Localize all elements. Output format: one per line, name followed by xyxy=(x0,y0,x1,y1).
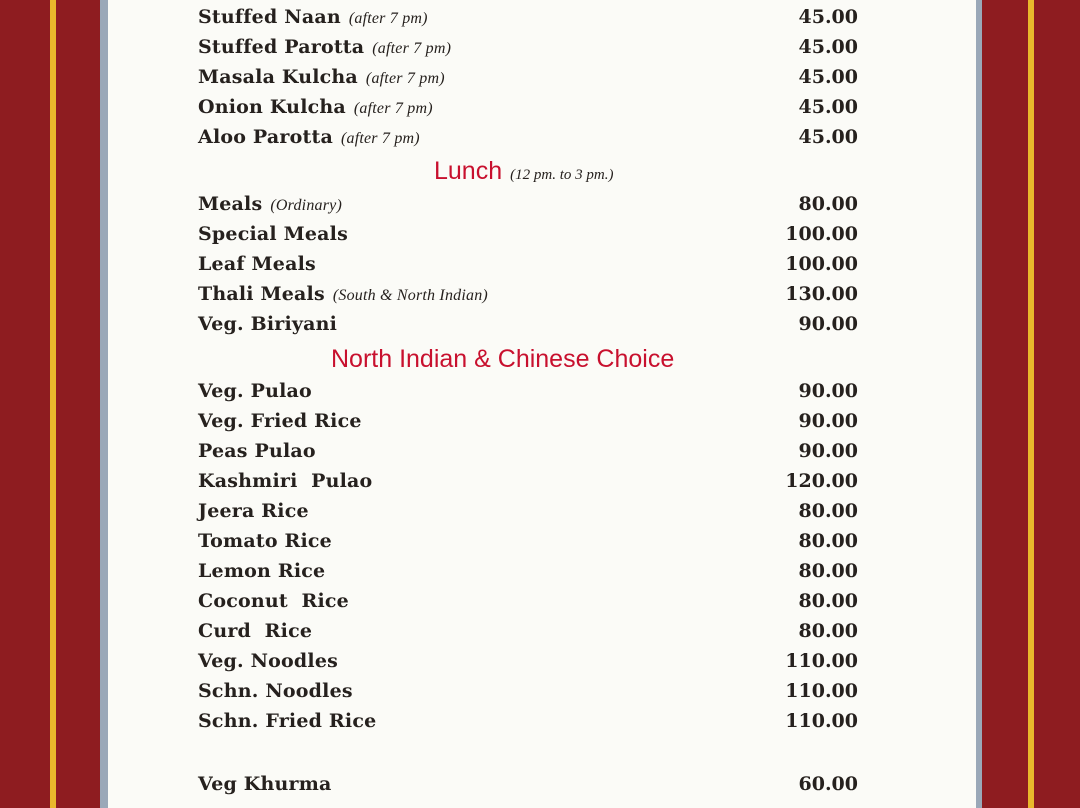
menu-item-price: 80.00 xyxy=(798,560,858,582)
menu-item-price: 110.00 xyxy=(785,710,858,732)
menu-item xyxy=(198,647,858,677)
menu-item-price: 80.00 xyxy=(798,500,858,522)
menu-item xyxy=(198,3,858,33)
menu-item-price: 45.00 xyxy=(798,126,858,148)
menu-item-name: Veg. Biriyani xyxy=(198,313,338,335)
right-gold-stripe xyxy=(1028,0,1034,808)
left-steel-stripe xyxy=(100,0,108,808)
menu-item-price: 90.00 xyxy=(798,380,858,402)
menu-item-name: Tomato Rice xyxy=(198,530,332,552)
menu-item-price: 130.00 xyxy=(785,283,858,305)
menu-item-name: Special Meals xyxy=(198,223,348,245)
menu-item xyxy=(198,707,858,737)
menu-item xyxy=(198,377,858,407)
menu-item-price: 45.00 xyxy=(798,66,858,88)
menu-item-price: 80.00 xyxy=(798,590,858,612)
menu-item-note: (after 7 pm) xyxy=(372,40,452,57)
menu-item-name: Kashmiri Pulao xyxy=(198,470,373,492)
menu-item xyxy=(198,63,858,93)
menu-item-note: (after 7 pm) xyxy=(340,130,420,147)
menu-item-name: Curd Rice xyxy=(198,620,313,642)
menu-item-price: 120.00 xyxy=(785,470,858,492)
menu-item xyxy=(198,770,858,800)
menu-item-name: Stuffed Naan (after 7 pm) xyxy=(198,6,428,28)
menu-item-name: Coconut Rice xyxy=(198,590,349,612)
menu-item-price: 100.00 xyxy=(785,253,858,275)
menu-item-name: Masala Kulcha (after 7 pm) xyxy=(198,66,445,88)
menu-item-note: (Ordinary) xyxy=(270,197,342,214)
menu-item xyxy=(198,587,858,617)
menu-item xyxy=(198,437,858,467)
lunch-hours: (12 pm. to 3 pm.) xyxy=(510,167,614,183)
section-heading-lunch: Lunch (12 pm. to 3 pm.) xyxy=(434,157,614,185)
menu-item-price: 110.00 xyxy=(785,680,858,702)
menu-item-name: Veg. Pulao xyxy=(198,380,312,402)
menu-item xyxy=(198,33,858,63)
menu-item-name: Aloo Parotta (after 7 pm) xyxy=(198,126,420,148)
menu-item-name: Jeera Rice xyxy=(198,500,309,522)
menu-item-note: (after 7 pm) xyxy=(365,70,445,87)
menu-item-price: 45.00 xyxy=(798,36,858,58)
menu-item-name: Schn. Fried Rice xyxy=(198,710,377,732)
menu-item-name: Stuffed Parotta (after 7 pm) xyxy=(198,36,452,58)
menu-item-price: 80.00 xyxy=(798,620,858,642)
menu-item-price: 100.00 xyxy=(785,223,858,245)
menu-item xyxy=(198,123,858,153)
menu-item-name: Schn. Noodles xyxy=(198,680,353,702)
menu-item-note: (after 7 pm) xyxy=(353,100,433,117)
menu-item xyxy=(198,310,858,340)
menu-item xyxy=(198,407,858,437)
menu-item-note: (after 7 pm) xyxy=(348,10,428,27)
menu-item-note: (South & North Indian) xyxy=(332,287,488,304)
menu-item xyxy=(198,467,858,497)
menu-item xyxy=(198,220,858,250)
menu-item-price: 80.00 xyxy=(798,530,858,552)
menu-item-name: Onion Kulcha (after 7 pm) xyxy=(198,96,433,118)
menu-item xyxy=(198,557,858,587)
left-gold-stripe xyxy=(50,0,56,808)
menu-item-price: 45.00 xyxy=(798,6,858,28)
menu-item xyxy=(198,190,858,220)
menu-item xyxy=(198,93,858,123)
menu-item xyxy=(198,677,858,707)
menu-item-price: 80.00 xyxy=(798,193,858,215)
menu-item-name: Leaf Meals xyxy=(198,253,316,275)
menu-item-price: 45.00 xyxy=(798,96,858,118)
menu-item-name: Peas Pulao xyxy=(198,440,316,462)
menu-item-name: Veg Khurma xyxy=(198,773,332,795)
menu-item xyxy=(198,280,858,310)
menu-item-name: Meals (Ordinary) xyxy=(198,193,342,215)
menu-item-name: Veg. Fried Rice xyxy=(198,410,362,432)
menu-item xyxy=(198,617,858,647)
menu-item-price: 90.00 xyxy=(798,410,858,432)
menu-item-price: 90.00 xyxy=(798,440,858,462)
menu-item-name: Veg. Noodles xyxy=(198,650,339,672)
menu-item xyxy=(198,250,858,280)
menu-item xyxy=(198,497,858,527)
section-heading-north-indian-chinese: North Indian & Chinese Choice xyxy=(331,345,675,373)
menu-item-price: 60.00 xyxy=(798,773,858,795)
menu-item-price: 110.00 xyxy=(785,650,858,672)
menu-item-name: Lemon Rice xyxy=(198,560,326,582)
menu-item-price: 90.00 xyxy=(798,313,858,335)
menu-item xyxy=(198,527,858,557)
menu-item-name: Thali Meals (South & North Indian) xyxy=(198,283,488,305)
